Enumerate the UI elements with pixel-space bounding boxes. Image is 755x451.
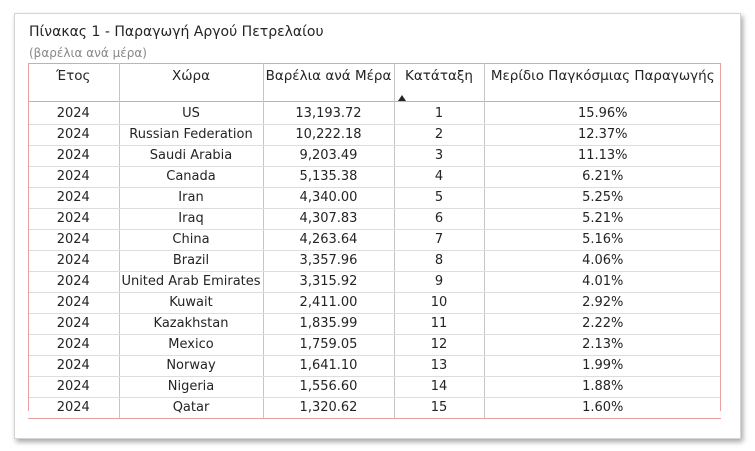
cell-share: 1.88%	[484, 377, 721, 398]
table-row[interactable]	[28, 102, 721, 125]
cell-country: Mexico	[119, 335, 263, 356]
cell-rank: 3	[394, 146, 484, 167]
column-header-country[interactable]: Χώρα	[119, 64, 263, 102]
column-header-year[interactable]: Έτος	[56, 68, 91, 84]
sort-ascending-icon[interactable]	[398, 95, 406, 101]
table-body	[28, 102, 721, 419]
cell-barrels: 10,222.18	[263, 125, 394, 146]
cell-share: 1.99%	[484, 356, 721, 377]
cell-country: Russian Federation	[119, 125, 263, 146]
cell-year: 2024	[28, 251, 119, 272]
cell-barrels: 4,263.64	[263, 230, 394, 251]
cell-year: 2024	[28, 272, 119, 293]
cell-barrels: 3,315.92	[263, 272, 394, 293]
cell-year: 2024	[28, 335, 119, 356]
table-row[interactable]	[28, 230, 721, 251]
column-header-rank-label: Κατάταξη	[405, 68, 473, 84]
cell-barrels: 4,307.83	[263, 209, 394, 230]
cell-share: 2.13%	[484, 335, 721, 356]
cell-rank: 14	[394, 377, 484, 398]
cell-rank: 4	[394, 167, 484, 188]
table-row[interactable]	[28, 398, 721, 419]
cell-barrels: 1,641.10	[263, 356, 394, 377]
table-row[interactable]	[28, 335, 721, 356]
cell-year: 2024	[28, 398, 119, 419]
cell-rank: 7	[394, 230, 484, 251]
cell-country: Brazil	[119, 251, 263, 272]
cell-country: China	[119, 230, 263, 251]
cell-country: Qatar	[119, 398, 263, 419]
cell-share: 5.21%	[484, 209, 721, 230]
cell-country: Nigeria	[119, 377, 263, 398]
cell-rank: 10	[394, 293, 484, 314]
cell-country: Kuwait	[119, 293, 263, 314]
cell-country: Iraq	[119, 209, 263, 230]
cell-barrels: 1,759.05	[263, 335, 394, 356]
table-row[interactable]	[28, 272, 721, 293]
cell-year: 2024	[28, 293, 119, 314]
cell-year: 2024	[28, 314, 119, 335]
cell-year: 2024	[28, 146, 119, 167]
table-row[interactable]	[28, 293, 721, 314]
cell-rank: 2	[394, 125, 484, 146]
cell-rank: 5	[394, 188, 484, 209]
cell-rank: 12	[394, 335, 484, 356]
cell-share: 2.92%	[484, 293, 721, 314]
cell-rank: 1	[394, 102, 484, 125]
table-row[interactable]	[28, 167, 721, 188]
table-row[interactable]	[28, 146, 721, 167]
cell-barrels: 3,357.96	[263, 251, 394, 272]
cell-share: 5.16%	[484, 230, 721, 251]
cell-barrels: 1,556.60	[263, 377, 394, 398]
cell-share: 2.22%	[484, 314, 721, 335]
cell-share: 1.60%	[484, 398, 721, 419]
cell-barrels: 2,411.00	[263, 293, 394, 314]
visual-subtitle: (βαρέλια ανά μέρα)	[29, 46, 147, 60]
table-row[interactable]	[28, 209, 721, 230]
table-row[interactable]	[28, 314, 721, 335]
cell-share: 6.21%	[484, 167, 721, 188]
column-header-barrels[interactable]: Βαρέλια ανά Μέρα	[263, 64, 394, 102]
cell-rank: 8	[394, 251, 484, 272]
cell-year: 2024	[28, 230, 119, 251]
cell-country: Saudi Arabia	[119, 146, 263, 167]
cell-share: 5.25%	[484, 188, 721, 209]
cell-country: US	[119, 102, 263, 125]
table-row[interactable]	[28, 125, 721, 146]
table-row[interactable]	[28, 377, 721, 398]
cell-year: 2024	[28, 377, 119, 398]
cell-rank: 13	[394, 356, 484, 377]
cell-barrels: 5,135.38	[263, 167, 394, 188]
table-row[interactable]	[28, 188, 721, 209]
cell-year: 2024	[28, 356, 119, 377]
column-header-share[interactable]: Μερίδιο Παγκόσμιας Παραγωγής	[484, 64, 721, 102]
cell-country: Iran	[119, 188, 263, 209]
cell-barrels: 13,193.72	[263, 102, 394, 125]
cell-share: 15.96%	[484, 102, 721, 125]
table-header-row	[28, 64, 721, 102]
cell-barrels: 4,340.00	[263, 188, 394, 209]
cell-share: 4.06%	[484, 251, 721, 272]
cell-barrels: 1,835.99	[263, 314, 394, 335]
cell-rank: 9	[394, 272, 484, 293]
cell-year: 2024	[28, 188, 119, 209]
cell-country: Norway	[119, 356, 263, 377]
table-visual	[14, 13, 741, 439]
cell-barrels: 1,320.62	[263, 398, 394, 419]
table-row[interactable]	[28, 251, 721, 272]
cell-share: 12.37%	[484, 125, 721, 146]
cell-share: 4.01%	[484, 272, 721, 293]
table-row[interactable]	[28, 356, 721, 377]
cell-year: 2024	[28, 125, 119, 146]
cell-rank: 11	[394, 314, 484, 335]
cell-country: Canada	[119, 167, 263, 188]
cell-rank: 6	[394, 209, 484, 230]
cell-year: 2024	[28, 102, 119, 125]
visual-title: Πίνακας 1 - Παραγωγή Αργού Πετρελαίου	[29, 24, 324, 40]
cell-share: 11.13%	[484, 146, 721, 167]
column-header-rank[interactable]	[394, 64, 484, 102]
cell-year: 2024	[28, 209, 119, 230]
cell-country: United Arab Emirates	[119, 272, 263, 293]
cell-year: 2024	[28, 167, 119, 188]
cell-country: Kazakhstan	[119, 314, 263, 335]
cell-barrels: 9,203.49	[263, 146, 394, 167]
production-table	[28, 63, 721, 419]
cell-rank: 15	[394, 398, 484, 419]
